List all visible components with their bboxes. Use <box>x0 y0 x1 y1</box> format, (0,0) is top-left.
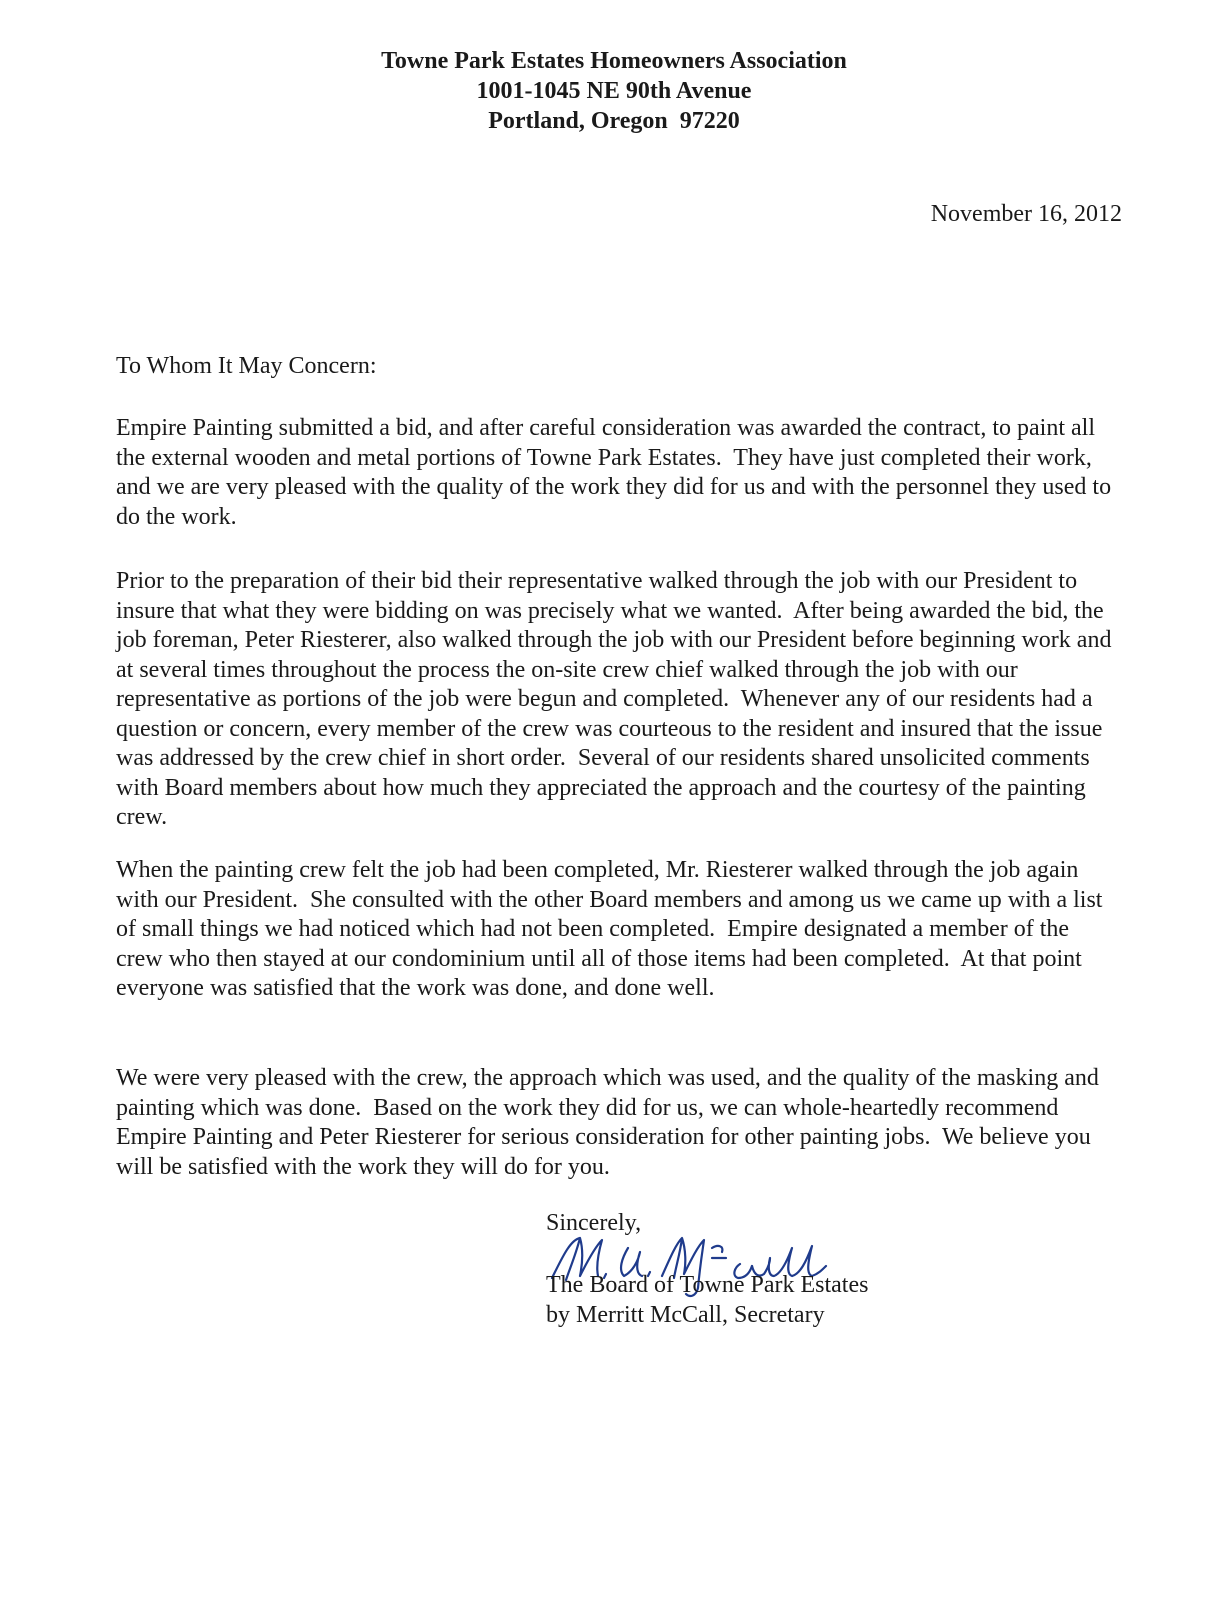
paragraph-text: We were very pleased with the crew, the approach which was used, and the quality of the masking and painting which was done. Based on the work they did for us, we can whole-heartedly recommend Empire Painting and Peter Riesterer for serious consideration for other painting jobs. We believe you will be satisfied with the work they will do for you. <box>116 1065 1105 1180</box>
city-state-zip: Portland, Oregon 97220 <box>488 108 740 134</box>
letterhead <box>0 46 1228 136</box>
signatory-organization: The Board of Towne Park Estates <box>546 1272 869 1298</box>
address-line: 1001-1045 NE 90th Avenue <box>476 78 752 104</box>
letter-date: November 16, 2012 <box>930 201 1122 227</box>
paragraph-text: When the painting crew felt the job had been completed, Mr. Riesterer walked through the job again with our President. She consulted with the other Board members and among us we came up with a list of small things we had noticed which had not been completed. Empire designated a member of the crew who then stayed at our condominium until all of those items had been completed. At that point everyone was satisfied that the work was done, and done well. <box>116 857 1109 1001</box>
body-paragraph-4 <box>116 1064 1116 1182</box>
body-paragraph-2 <box>116 567 1116 833</box>
organization-name: Towne Park Estates Homeowners Association <box>381 48 847 74</box>
signatory-name-title: by Merritt McCall, Secretary <box>546 1302 825 1328</box>
salutation: To Whom It May Concern: <box>116 353 377 379</box>
closing: Sincerely, <box>546 1210 642 1236</box>
signature-block <box>546 1270 868 1330</box>
paragraph-text: Empire Painting submitted a bid, and after careful consideration was awarded the contract, to paint all the external wooden and metal portions of Towne Park Estates. They have just completed their work, and we are very pleased with the quality of the work they did for us and with the personnel they used to do the work. <box>116 415 1118 530</box>
body-paragraph-3 <box>116 856 1116 1004</box>
body-paragraph-1 <box>116 414 1116 532</box>
paragraph-text: Prior to the preparation of their bid their representative walked through the job with our President to insure that what they were bidding on was precisely what we wanted. After being awarded the bid, the job foreman, Peter Riesterer, also walked through the job with our President before beginning work and at several times throughout the process the on-site crew chief walked through the job with our representative as portions of the job were begun and completed. Whenever any of our residents had a question or concern, every member of the crew was courteous to the resident and insured that the issue was addressed by the crew chief in short order. Several of our residents shared unsolicited comments with Board members about how much they appreciated the approach and the courtesy of the painting crew. <box>116 568 1118 830</box>
